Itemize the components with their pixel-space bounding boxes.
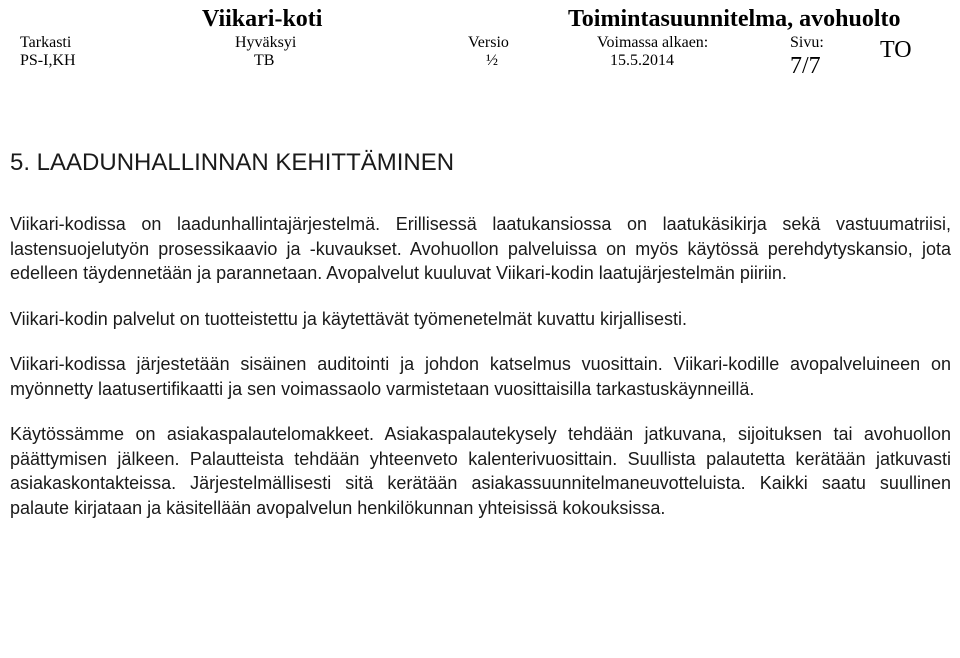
paragraph-services: Viikari-kodin palvelut on tuotteistettu ja käytettävät työmenetelmät kuvattu kirjallisesti. bbox=[10, 308, 687, 329]
paragraph-feedback: Käytössämme on asiakaspalautelomakkeet. Asiakaspalautekysely tehdään jatkuvana, sijoituksen tai avohuollon päättymisen jälkeen. Palautteista tehdään yhteenveto kalenterivuosittain. Suullista palautetta kerätään jatkuvasti asiakaskontakteissa. Järjestelmällisesti sitä kerätään asiakassuunnitelmaneuvotteluista. Kaikki saatu suullinen palaute kirjataan ja käsitellään avopalvelun henkilökunnan yhteisissä kokouksissa. bbox=[10, 424, 951, 518]
section-title: 5. LAADUNHALLINNAN KEHITTÄMINEN bbox=[10, 149, 455, 176]
approved-label: Hyväksyi bbox=[235, 34, 297, 51]
checked-label: Tarkasti bbox=[20, 34, 72, 51]
document-header bbox=[0, 0, 960, 80]
version-value: ½ bbox=[486, 52, 498, 69]
document-code: TO bbox=[880, 37, 912, 63]
version-label: Versio bbox=[468, 34, 509, 51]
approved-value: TB bbox=[254, 52, 275, 69]
valid-from-value: 15.5.2014 bbox=[610, 52, 674, 69]
document-body bbox=[10, 147, 951, 520]
paragraph-audit: Viikari-kodissa järjestetään sisäinen auditointi ja johdon katselmus vuosittain. Viikari-kodille avopalveluineen on myönnetty laatusertifikaatti ja sen voimassaolo varmistetaan vuosittaisilla tarkastuskäynneillä. bbox=[10, 354, 951, 399]
paragraph-quality-system: Viikari-kodissa on laadunhallintajärjestelmä. Erillisessä laatukansiossa on laatukäsikirja sekä vastuumatriisi, lastensuojelutyön prosessikaavio ja -kuvaukset. Avohuollon palveluissa on myös käytössä perehdytyskansio, jota edelleen täydennetään ja parannetaan. Avopalvelut kuuluvat Viikari-kodin laatujärjestelmän piiriin. bbox=[10, 214, 951, 283]
checked-value: PS-I,KH bbox=[20, 52, 76, 69]
doc-title: Toimintasuunnitelma, avohuolto bbox=[568, 6, 901, 32]
page-number: 7/7 bbox=[790, 53, 821, 79]
page-label: Sivu: bbox=[790, 34, 824, 51]
valid-from-label: Voimassa alkaen: bbox=[597, 34, 709, 51]
org-title: Viikari-koti bbox=[202, 6, 323, 32]
